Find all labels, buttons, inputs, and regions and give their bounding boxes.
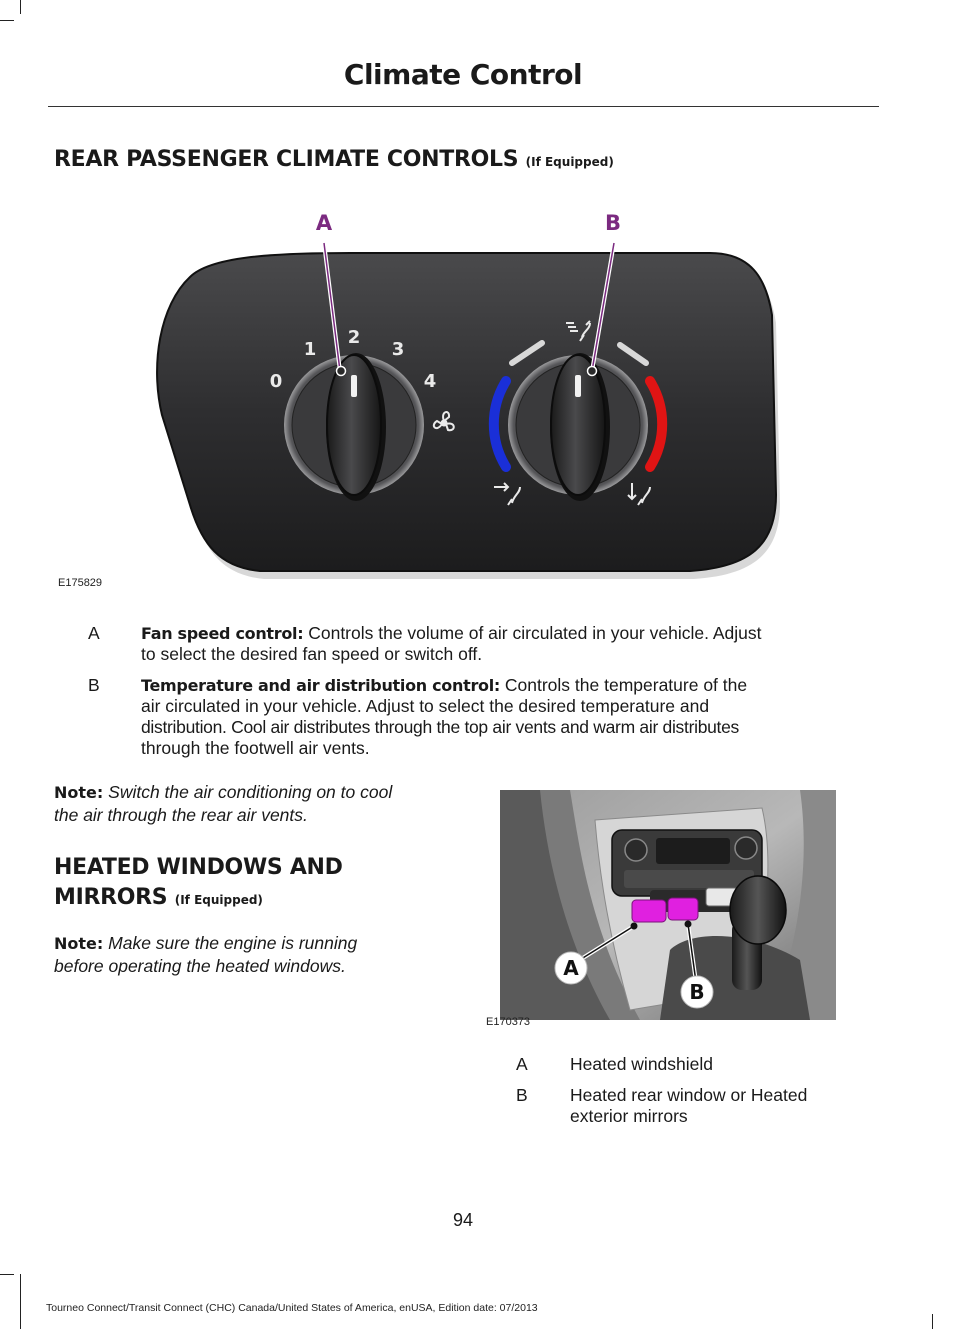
list-item [88,675,878,761]
note-text: the air through the rear air vents. [54,805,308,825]
fan-speed-label: 3 [391,339,405,360]
page-title: Climate Control [343,58,583,91]
crop-mark [0,1274,14,1275]
heated-windows-heading [54,853,343,915]
crop-mark [932,1314,933,1329]
callout-b-label: B [604,211,622,235]
footer-text: Tourneo Connect/Transit Connect (CHC) Canada/United States of America, enUSA, Edition date: 07/2013 [46,1302,538,1314]
heated-windshield-button [632,900,666,922]
item-text [141,623,881,665]
item-description-line: Controls the temperature of the [504,675,748,695]
fan-speed-label: 4 [423,371,437,392]
heated-controls-figure [500,790,836,1020]
heated-heading-qualifier: (If Equipped) [174,893,263,907]
item-description-line: distribution. Cool air distributes through the top air vents and warm air distributes [141,717,739,737]
rear-climate-qualifier: (If Equipped) [525,155,614,169]
list-item [516,1085,876,1129]
callout-a-label: A [315,211,333,235]
figure-code: E170373 [486,1016,531,1028]
rear-climate-heading-text: REAR PASSENGER CLIMATE CONTROLS [54,147,519,172]
item-letter: B [88,675,100,695]
page-number: 94 [452,1210,474,1230]
item-description-line: to select the desired fan speed or switch off. [141,644,483,664]
fan-speed-label: 1 [303,339,317,360]
item-letter: A [88,623,100,643]
engine-note [54,932,454,977]
heated-rear-window-button [668,898,698,920]
list-item [88,623,878,667]
item-text [141,675,881,759]
callout-b-label: B [689,980,705,1004]
fan-speed-knob [326,353,386,501]
control-panel [157,253,776,571]
header-divider [48,106,879,107]
item-description-line: air circulated in your vehicle. Adjust to select the desired temperature and [141,696,710,716]
item-description-line: Controls the volume of air circulated in your vehicle. Adjust [308,623,762,643]
item-text [570,1085,870,1127]
rear-climate-figure [150,205,790,585]
item-letter: A [516,1054,528,1074]
note-label: Note: [54,934,104,953]
fan-speed-label: 0 [269,371,283,392]
crop-mark [20,0,21,14]
note-text: before operating the heated windows. [54,956,346,976]
figure-code: E175829 [58,577,103,589]
ac-note [54,781,454,826]
heated-heading-line1: HEATED WINDOWS AND [54,855,343,880]
crop-mark [0,20,14,21]
note-text: Switch the air conditioning on to cool [108,782,393,802]
item-description-line: exterior mirrors [570,1106,688,1126]
rear-climate-heading [54,145,614,177]
item-term: Fan speed control: [141,624,304,643]
list-item [516,1054,876,1078]
item-text [570,1054,870,1075]
heated-heading-line2: MIRRORS [54,885,168,910]
item-description-line: Heated windshield [570,1054,714,1074]
temperature-knob [550,353,610,501]
item-letter: B [516,1085,528,1105]
crop-mark [20,1274,21,1329]
note-label: Note: [54,783,104,802]
item-description-line: Heated rear window or Heated [570,1085,808,1105]
note-text: Make sure the engine is running [108,933,358,953]
item-description-line: through the footwell air vents. [141,738,370,758]
item-term: Temperature and air distribution control: [141,676,501,695]
callout-a-label: A [563,956,579,980]
fan-speed-label: 2 [347,327,361,348]
